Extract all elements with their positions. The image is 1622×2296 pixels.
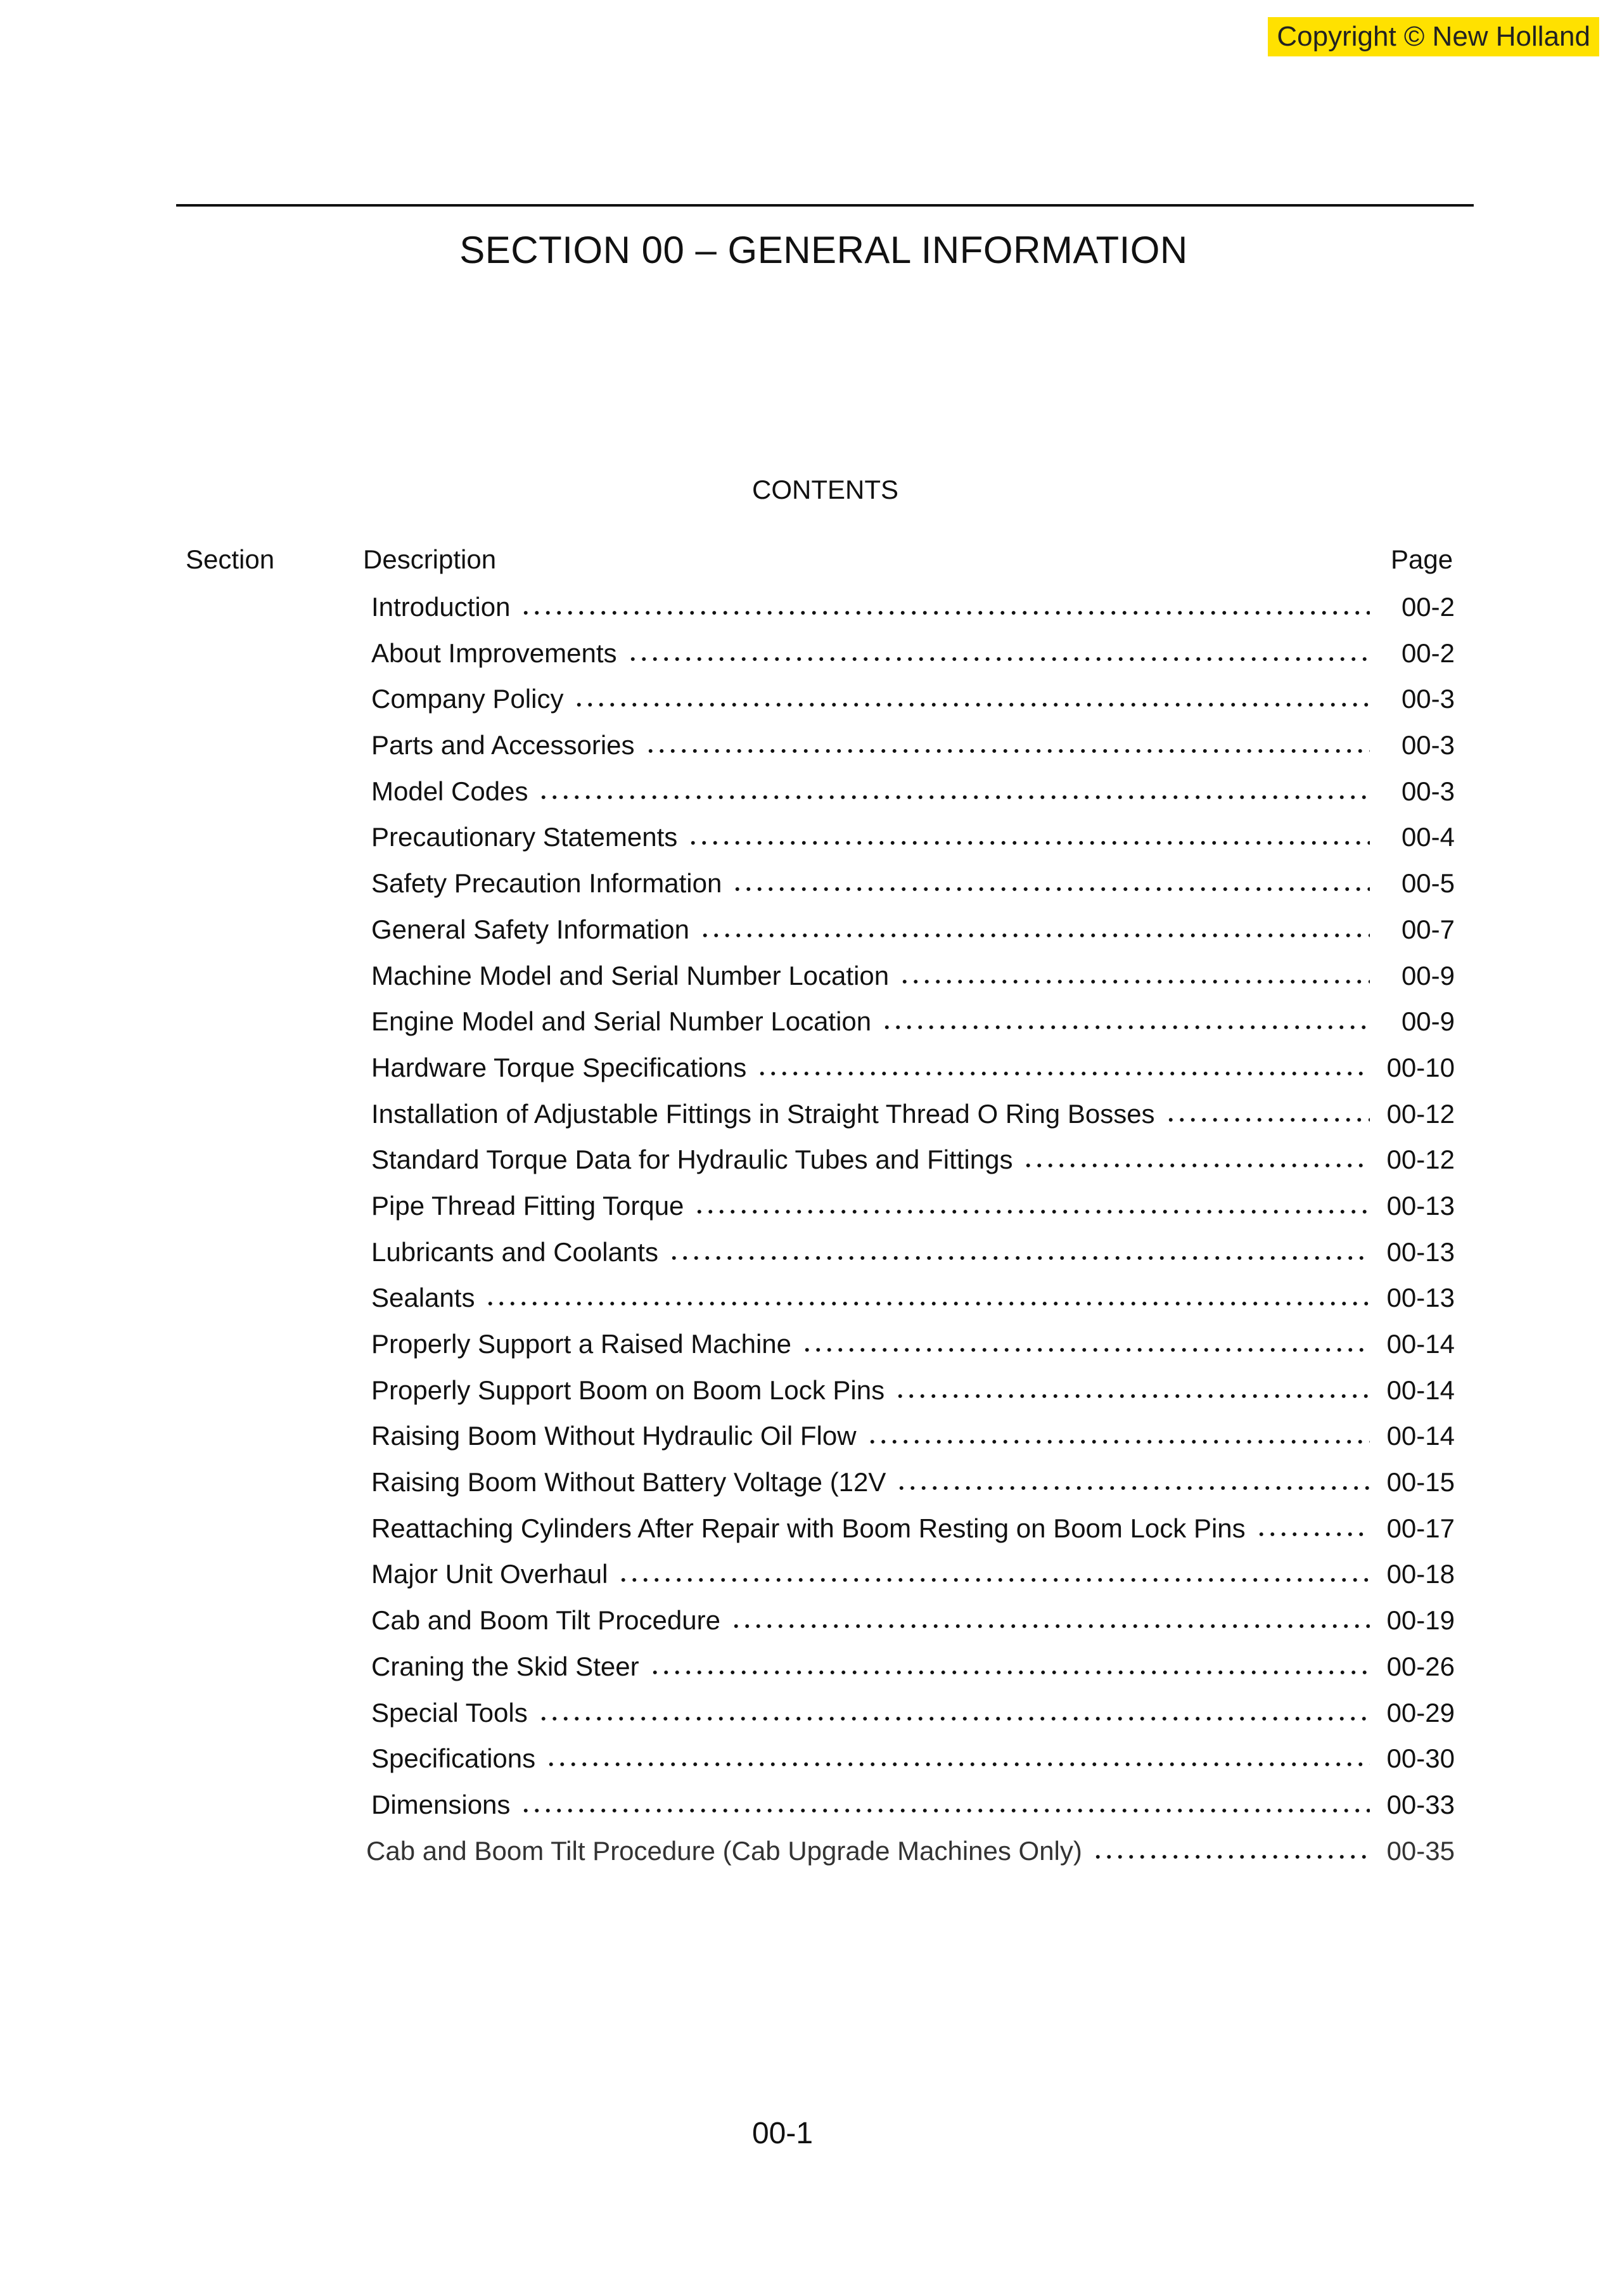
- toc-entry-title: Company Policy: [371, 684, 564, 714]
- toc-entry[interactable]: [371, 1276, 1455, 1323]
- toc-entry-title: Engine Model and Serial Number Location: [371, 1006, 872, 1037]
- toc-entry-page: 00-13: [1386, 1236, 1455, 1267]
- toc-entry[interactable]: [371, 586, 1455, 632]
- toc-entry[interactable]: [371, 1414, 1455, 1461]
- toc-entry-page: 00-12: [1386, 1145, 1455, 1175]
- dot-leader: [801, 1323, 1370, 1353]
- toc-entry-page: 00-18: [1386, 1559, 1455, 1589]
- toc-entry-page: 00-14: [1386, 1375, 1455, 1405]
- dot-leader: [538, 770, 1370, 800]
- dot-leader: [699, 908, 1370, 939]
- toc-entry-page: 00-3: [1401, 684, 1455, 714]
- toc-entry-page: 00-13: [1386, 1283, 1455, 1313]
- dot-leader: [732, 862, 1370, 892]
- dot-leader: [485, 1276, 1370, 1307]
- toc-entry[interactable]: [371, 1093, 1455, 1139]
- toc-entry[interactable]: [371, 724, 1455, 770]
- toc-entry-title: Parts and Accessories: [371, 730, 635, 760]
- dot-leader: [731, 1599, 1370, 1629]
- toc-entry[interactable]: [371, 632, 1455, 678]
- dot-leader: [895, 1369, 1370, 1399]
- toc-entry[interactable]: [371, 1369, 1455, 1415]
- toc-entry-title: Properly Support Boom on Boom Lock Pins: [371, 1375, 885, 1405]
- toc-entry-page: 00-15: [1386, 1467, 1455, 1498]
- toc-entry[interactable]: [371, 862, 1455, 908]
- dot-leader: [1256, 1507, 1370, 1537]
- toc-entry-page: 00-12: [1386, 1098, 1455, 1129]
- header-rule: [176, 204, 1474, 207]
- toc-entry[interactable]: [371, 1000, 1455, 1046]
- toc-entry-page: 00-9: [1401, 1006, 1455, 1037]
- toc-entry-page: 00-4: [1401, 822, 1455, 852]
- dot-leader: [618, 1553, 1370, 1583]
- toc-entry[interactable]: [371, 1046, 1455, 1093]
- column-header-section: Section: [186, 544, 275, 574]
- dot-leader: [694, 1184, 1370, 1215]
- toc-entry[interactable]: [371, 954, 1455, 1001]
- dot-leader: [645, 724, 1370, 754]
- toc-entry-page: 00-35: [1386, 1835, 1455, 1866]
- toc-entry[interactable]: [371, 1507, 1455, 1553]
- toc-entry-title: Sealants: [371, 1283, 475, 1313]
- toc-entry-page: 00-19: [1386, 1605, 1455, 1636]
- toc-entry-page: 00-17: [1386, 1513, 1455, 1543]
- dot-leader: [757, 1046, 1370, 1077]
- section-title: SECTION 00 – GENERAL INFORMATION: [459, 229, 1188, 271]
- toc-entry-page: 00-5: [1401, 868, 1455, 899]
- dot-leader: [1165, 1093, 1370, 1123]
- toc-entry-title: Craning the Skid Steer: [371, 1651, 639, 1681]
- dot-leader: [538, 1691, 1370, 1722]
- dot-leader: [1023, 1138, 1370, 1169]
- toc-entry-title: Precautionary Statements: [371, 822, 678, 852]
- toc-entry[interactable]: [371, 770, 1455, 816]
- toc-entry[interactable]: [371, 1599, 1455, 1645]
- toc-entry-page: 00-3: [1401, 730, 1455, 760]
- toc-entry-page: 00-33: [1386, 1789, 1455, 1819]
- dot-leader: [627, 632, 1370, 662]
- toc-entry-title: Specifications: [371, 1743, 536, 1774]
- dot-leader: [896, 1461, 1370, 1491]
- toc-entry-title: Machine Model and Serial Number Location: [371, 960, 890, 991]
- toc-entry[interactable]: [371, 908, 1455, 954]
- toc-entry-title: Introduction: [371, 592, 511, 622]
- toc-entry[interactable]: [371, 1138, 1455, 1184]
- dot-leader: [520, 1783, 1370, 1814]
- copyright-label: Copyright © New Holland: [1268, 17, 1599, 56]
- dot-leader: [899, 954, 1370, 985]
- toc-entry-page: 00-7: [1401, 914, 1455, 944]
- toc-entry-page: 00-9: [1401, 960, 1455, 991]
- toc-entry-title: Installation of Adjustable Fittings in Straight Thread O Ring Bosses: [371, 1098, 1155, 1129]
- toc-entry-title: Special Tools: [371, 1697, 528, 1728]
- dot-leader: [881, 1000, 1370, 1030]
- toc-entry[interactable]: [371, 1691, 1455, 1738]
- toc-entry-title: Reattaching Cylinders After Repair with Boom Resting on Boom Lock Pins: [371, 1513, 1246, 1543]
- toc-entry[interactable]: [371, 677, 1455, 724]
- toc-entry[interactable]: [371, 1783, 1455, 1830]
- table-of-contents: [366, 586, 1455, 1875]
- toc-entry-title: Lubricants and Coolants: [371, 1236, 658, 1267]
- toc-entry[interactable]: [371, 1553, 1455, 1599]
- toc-entry-page: 00-29: [1386, 1697, 1455, 1728]
- toc-entry-title: General Safety Information: [371, 914, 689, 944]
- toc-entry-title: Cab and Boom Tilt Procedure (Cab Upgrade Machines Only): [366, 1835, 1082, 1866]
- dot-leader: [649, 1645, 1370, 1676]
- toc-entry-page: 00-2: [1401, 638, 1455, 668]
- toc-entry[interactable]: [371, 1645, 1455, 1691]
- toc-entry-title: Model Codes: [371, 776, 528, 806]
- toc-entry-title: Standard Torque Data for Hydraulic Tubes and Fittings: [371, 1145, 1013, 1175]
- toc-entry-title: Safety Precaution Information: [371, 868, 722, 899]
- toc-entry[interactable]: [371, 1184, 1455, 1231]
- toc-entry-title: Pipe Thread Fitting Torque: [371, 1190, 684, 1221]
- toc-entry-title: Cab and Boom Tilt Procedure: [371, 1605, 720, 1636]
- toc-entry-title: Dimensions: [371, 1789, 511, 1819]
- toc-entry-page: 00-26: [1386, 1651, 1455, 1681]
- column-header-page: Page: [1391, 544, 1453, 574]
- toc-entry-title: Hardware Torque Specifications: [371, 1052, 747, 1082]
- toc-entry[interactable]: [371, 816, 1455, 862]
- toc-entry-title: Raising Boom Without Battery Voltage (12V: [371, 1467, 886, 1498]
- toc-entry-title: About Improvements: [371, 638, 617, 668]
- toc-entry[interactable]: [371, 1323, 1455, 1369]
- toc-entry-page: 00-2: [1401, 592, 1455, 622]
- toc-entry-title: Raising Boom Without Hydraulic Oil Flow: [371, 1421, 857, 1451]
- column-header-description: Description: [363, 544, 497, 574]
- dot-leader: [1092, 1830, 1370, 1860]
- dot-leader: [668, 1231, 1370, 1261]
- toc-entry-title: Major Unit Overhaul: [371, 1559, 608, 1589]
- dot-leader: [687, 816, 1370, 846]
- dot-leader: [520, 586, 1370, 616]
- toc-entry-page: 00-14: [1386, 1421, 1455, 1451]
- toc-entry-page: 00-30: [1386, 1743, 1455, 1774]
- toc-entry[interactable]: [371, 1737, 1455, 1783]
- dot-leader: [867, 1414, 1370, 1445]
- contents-heading: CONTENTS: [752, 475, 898, 504]
- dot-leader: [573, 677, 1370, 708]
- page-number: 00-1: [751, 2117, 814, 2150]
- toc-entry-page: 00-13: [1386, 1190, 1455, 1221]
- toc-entry-page: 00-3: [1401, 776, 1455, 806]
- toc-entry-page: 00-14: [1386, 1329, 1455, 1359]
- toc-entry-page: 00-10: [1386, 1052, 1455, 1082]
- toc-entry-title: Properly Support a Raised Machine: [371, 1329, 792, 1359]
- toc-entry[interactable]: [371, 1461, 1455, 1507]
- toc-entry[interactable]: [366, 1830, 1455, 1876]
- dot-leader: [546, 1737, 1370, 1767]
- toc-entry[interactable]: [371, 1231, 1455, 1277]
